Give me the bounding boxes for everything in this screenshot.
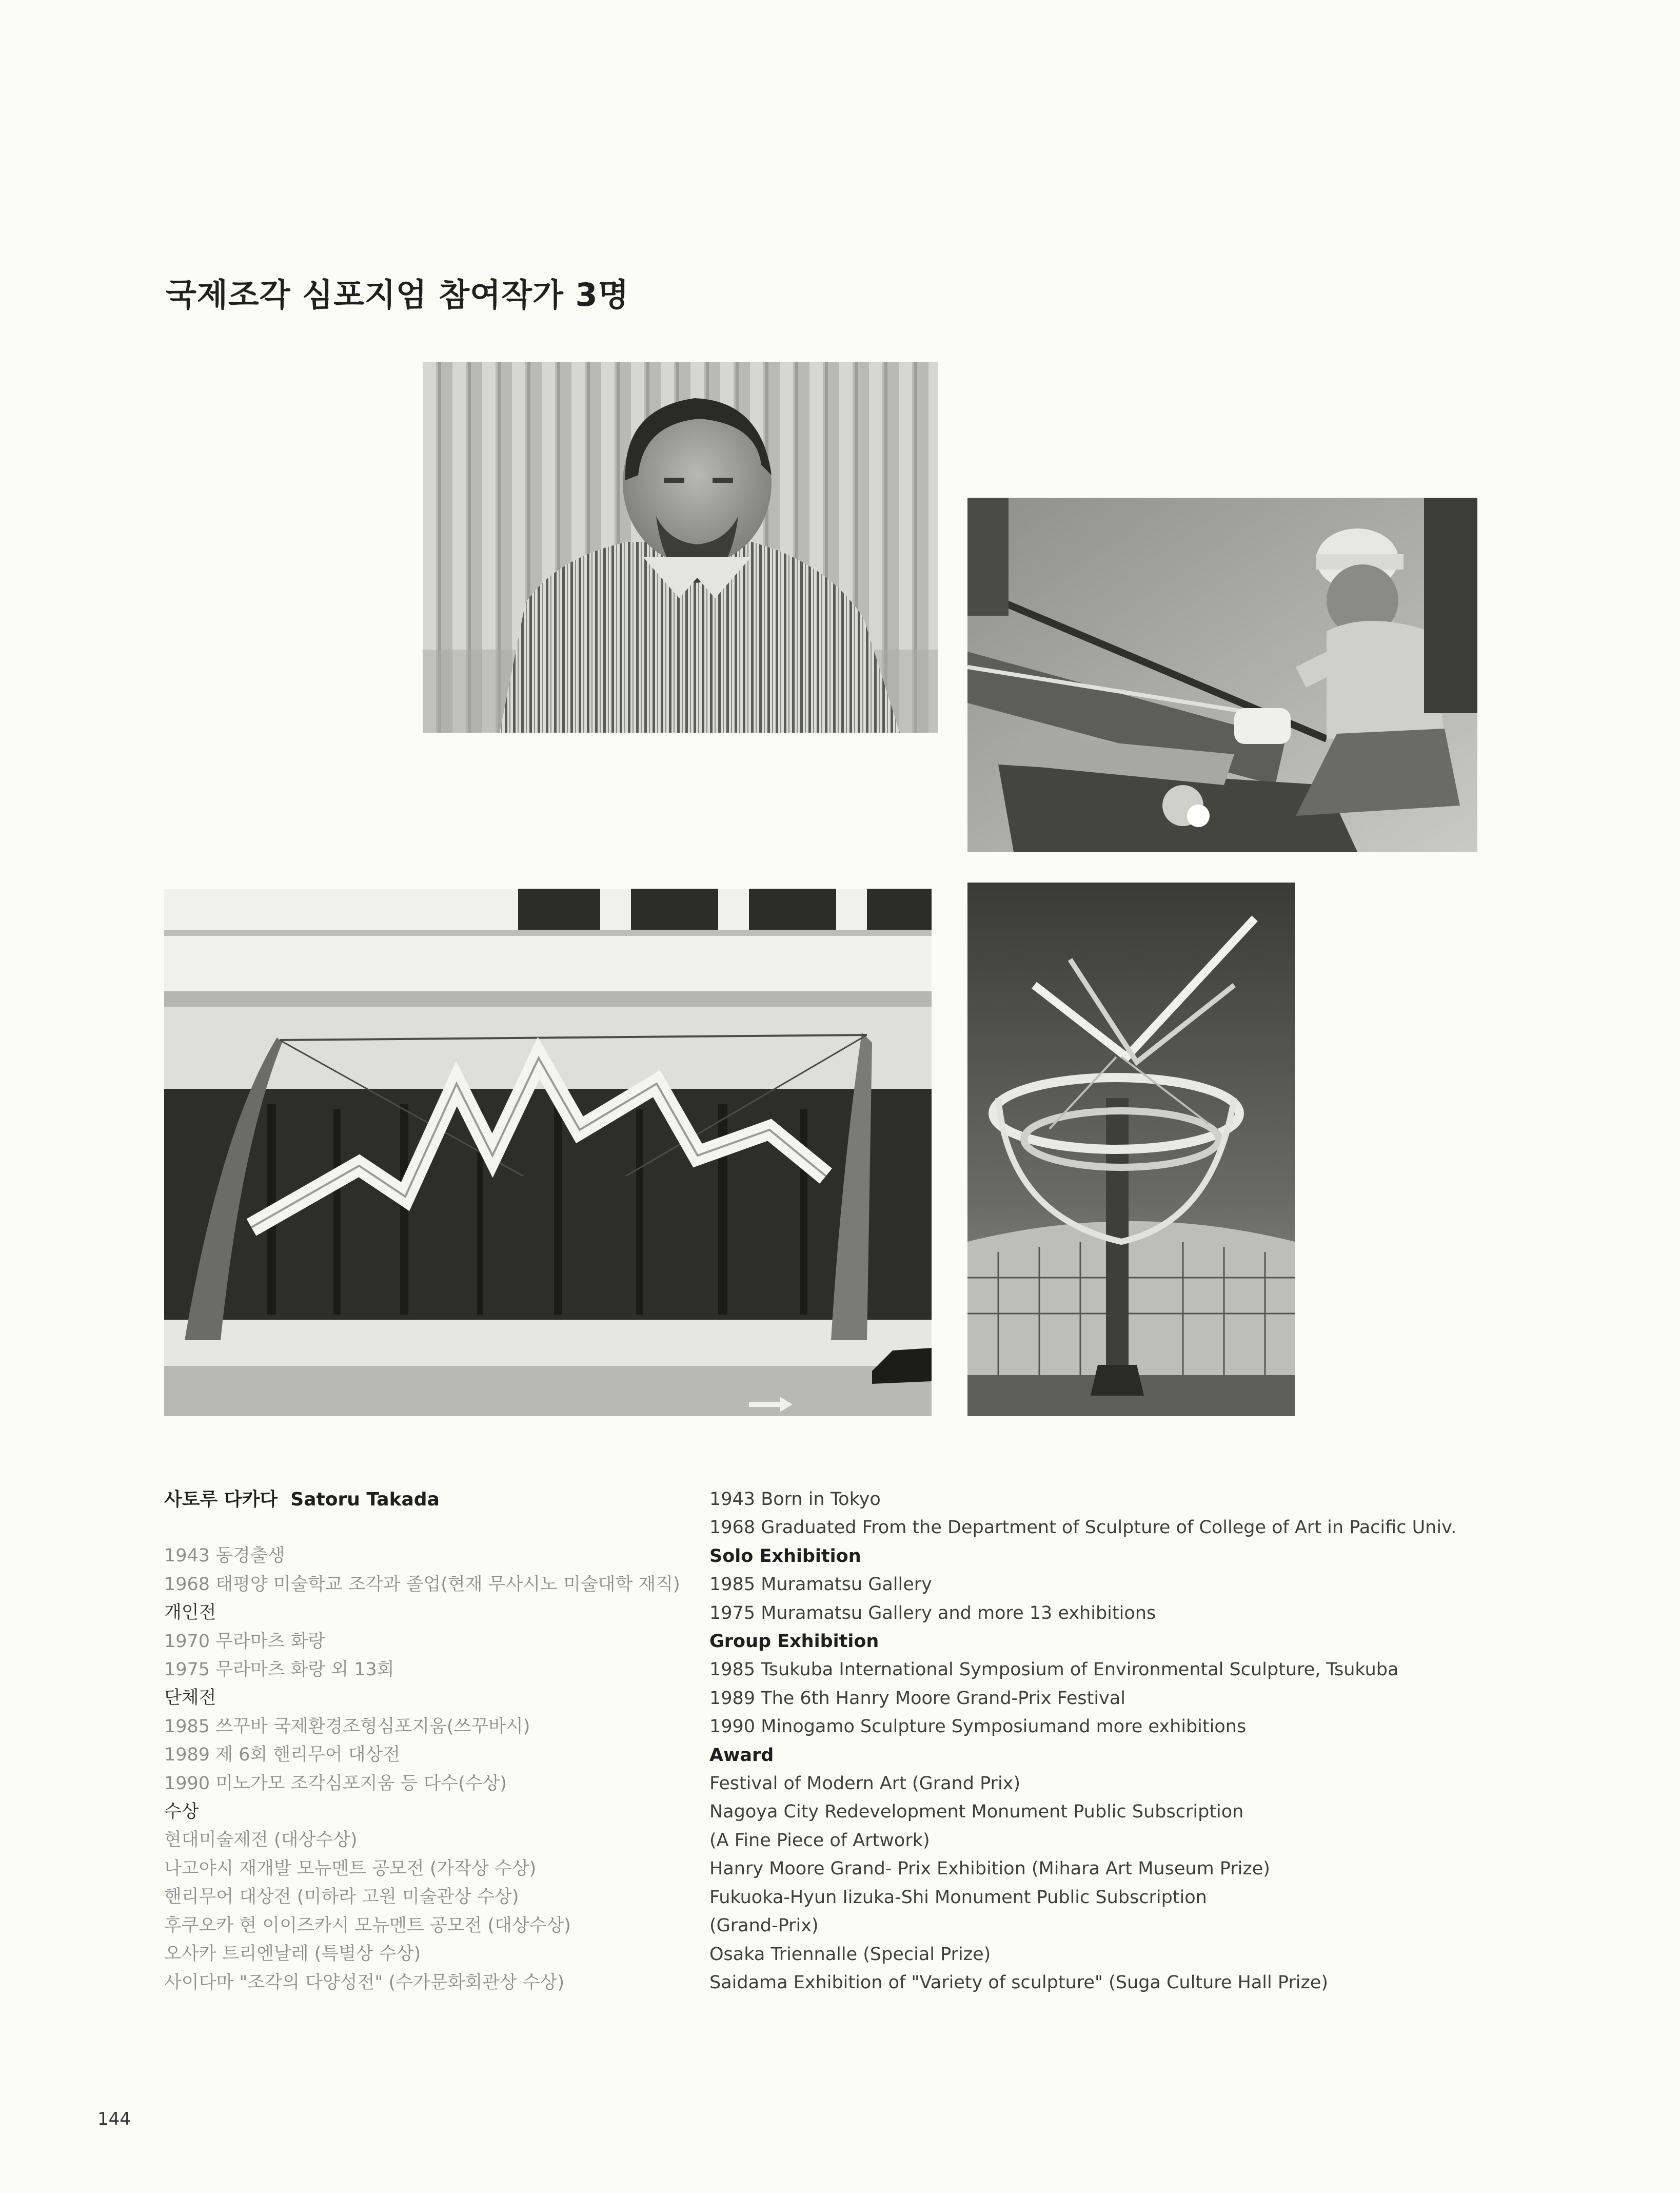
bio-en-line: 1985 Muramatsu Gallery — [709, 1574, 932, 1595]
bio-kr-line: 오사카 트리엔날레 (특별상 수상) — [164, 1944, 421, 1965]
bio-kr-heading: 수상 — [164, 1802, 199, 1823]
artist-name-kr: 사토루 다카다 — [164, 1489, 278, 1510]
artist-welding-photo — [967, 498, 1477, 852]
bio-en-heading: Solo Exhibition — [709, 1545, 861, 1567]
bio-en-line: 1989 The 6th Hanry Moore Grand-Prix Festival — [709, 1688, 1125, 1709]
bio-english — [709, 1485, 1494, 1997]
bio-en-line: (Grand-Prix) — [709, 1915, 819, 1936]
bio-kr-line: 1943 동경출생 — [164, 1545, 285, 1567]
bio-korean — [164, 1485, 703, 1997]
bio-en-line: Saidama Exhibition of "Variety of sculpture" (Suga Culture Hall Prize) — [709, 1972, 1329, 1993]
bio-en-line: 1985 Tsukuba International Symposium of Environmental Sculpture, Tsukuba — [709, 1659, 1399, 1680]
bio-kr-line: 1970 무라마츠 화랑 — [164, 1631, 326, 1652]
bio-en-line: Osaka Triennalle (Special Prize) — [709, 1944, 991, 1965]
bio-en-line: Festival of Modern Art (Grand Prix) — [709, 1773, 1021, 1794]
bio-en-line: Nagoya City Redevelopment Monument Public Subscription — [709, 1802, 1244, 1823]
artist-portrait-photo — [423, 362, 938, 733]
bio-en-line: 1975 Muramatsu Gallery and more 13 exhibitions — [709, 1602, 1156, 1623]
bio-en-line: Hanry Moore Grand- Prix Exhibition (Mihara Art Museum Prize) — [709, 1858, 1270, 1879]
bio-kr-line: 1989 제 6회 핸리무어 대상전 — [164, 1745, 401, 1766]
bio-kr-line: 핸리무어 대상전 (미하라 고원 미술관상 수상) — [164, 1887, 519, 1908]
page-number: 144 — [97, 2109, 131, 2129]
bio-kr-line: 1975 무라마츠 화랑 외 13회 — [164, 1659, 394, 1680]
bio-kr-heading: 개인전 — [164, 1602, 216, 1623]
bio-en-line: (A Fine Piece of Artwork) — [709, 1830, 930, 1851]
bio-kr-line: 현대미술제전 (대상수상) — [164, 1830, 358, 1851]
bio-en-heading: Group Exhibition — [709, 1631, 879, 1652]
bio-kr-line: 사이다마 "조각의 다양성전" (수가문화회관상 수상) — [164, 1972, 565, 1993]
bio-kr-line: 후쿠오카 현 이이즈카시 모뉴멘트 공모전 (대상수상) — [164, 1915, 571, 1936]
bio-kr-line: 1985 쓰꾸바 국제환경조형심포지움(쓰꾸바시) — [164, 1716, 530, 1737]
bio-en-line: 1968 Graduated From the Department of Sculpture of College of Art in Pacific Univ. — [709, 1517, 1457, 1538]
bio-en-heading: Award — [709, 1745, 774, 1766]
bio-kr-line: 1968 태평양 미술학교 조각과 졸업(현재 무사시노 미술대학 재직) — [164, 1574, 680, 1595]
zigzag-sculpture-photo — [164, 889, 932, 1416]
page-title: 국제조각 심포지엄 참여작가 3명 — [166, 276, 629, 314]
bio-kr-line: 1990 미노가모 조각심포지움 등 다수(수상) — [164, 1773, 507, 1794]
bio-en-line: Fukuoka-Hyun Iizuka-Shi Monument Public Subscription — [709, 1887, 1207, 1908]
ring-sculpture-photo — [967, 883, 1295, 1416]
bio-korean-list — [164, 1542, 703, 1997]
bio-kr-heading: 단체전 — [164, 1688, 216, 1709]
bio-en-line: 1943 Born in Tokyo — [709, 1489, 881, 1510]
bio-kr-line: 나고야시 재개발 모뉴멘트 공모전 (가작상 수상) — [164, 1858, 537, 1879]
bio-en-line: 1990 Minogamo Sculpture Symposiumand more exhibitions — [709, 1716, 1247, 1737]
artist-name — [164, 1485, 703, 1514]
bio-english-list — [709, 1485, 1494, 1997]
artist-name-en: Satoru Takada — [290, 1489, 440, 1510]
